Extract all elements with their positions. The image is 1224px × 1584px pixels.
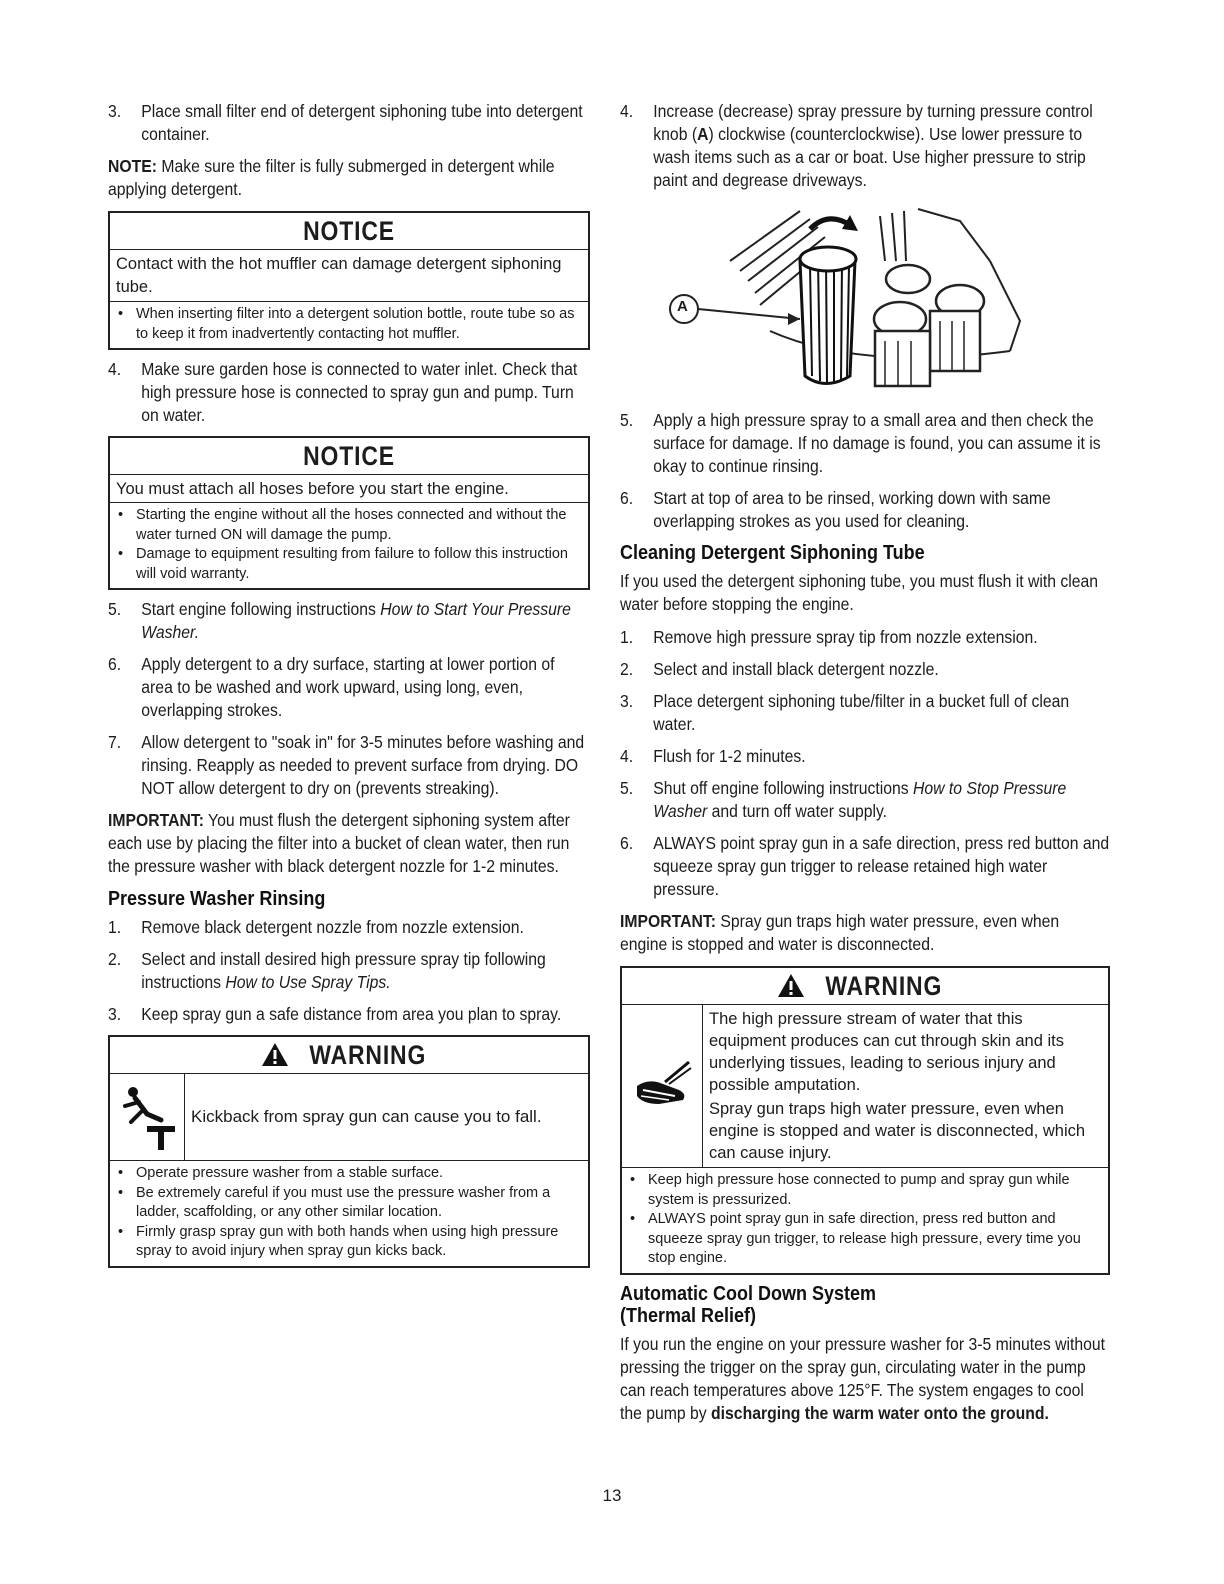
warning-box-high-pressure xyxy=(620,966,1110,1275)
cleaning-step-3 xyxy=(620,690,1110,736)
rinsing-step-1 xyxy=(108,916,590,939)
notice-bullet: • When inserting filter into a detergent solution bottle, route tube so as to keep it from inadvertently contacting hot muffler. xyxy=(116,305,582,344)
step-text: and turn off water supply. xyxy=(707,801,888,821)
warning-triangle-icon xyxy=(777,973,805,998)
pressure-knob-illustration xyxy=(660,201,1110,401)
important-label: IMPORTANT: xyxy=(108,810,204,830)
step-number: 2. xyxy=(108,949,122,969)
step-number: 5. xyxy=(108,599,122,619)
reference-title: How to Use Spray Tips. xyxy=(225,972,391,992)
injection-hazard-icon xyxy=(629,1056,695,1116)
step-number: 1. xyxy=(620,627,634,647)
step-number: 3. xyxy=(620,691,634,711)
left-column xyxy=(108,100,590,1276)
notice-box-hoses xyxy=(108,436,590,590)
rinsing-step-2 xyxy=(108,948,590,994)
warning-main-text: Kickback from spray gun can cause you to fall. xyxy=(191,1107,542,1126)
step-number: 4. xyxy=(108,359,122,379)
step-4-garden-hose xyxy=(108,358,590,427)
step-number: 6. xyxy=(620,833,634,853)
step-5-test-spray xyxy=(620,409,1110,478)
important-text: Spray gun traps high water pressure, even when engine is stopped and water is disconnected. xyxy=(620,911,1060,954)
step-number: 4. xyxy=(620,101,634,121)
rinsing-step-3 xyxy=(108,1003,590,1026)
step-text: Select and install desired high pressure spray tip following instructions xyxy=(141,949,546,992)
section-heading-cooldown: Automatic Cool Down System xyxy=(620,1282,877,1305)
reference-title: How to Start Your Pressure Washer. xyxy=(141,599,571,642)
step-text: Start at top of area to be rinsed, working down with same overlapping strokes as you used for cleaning. xyxy=(653,488,1051,531)
notice-main-text: You must attach all hoses before you start the engine. xyxy=(110,475,588,503)
step-text: Place detergent siphoning tube/filter in a bucket full of clean water. xyxy=(653,691,1070,734)
step-text: Select and install black detergent nozzle. xyxy=(653,659,939,679)
step-text: ) clockwise (counterclockwise). Use lower pressure to wash items such as a car or boat. Use higher pressure to strip paint and degrease driveways. xyxy=(653,124,1086,190)
step-text: Keep spray gun a safe distance from area you plan to spray. xyxy=(141,1004,562,1024)
step-number: 6. xyxy=(108,654,122,674)
step-text: Place small filter end of detergent siphoning tube into detergent container. xyxy=(141,101,583,144)
cleaning-intro: If you used the detergent siphoning tube, you must flush it with clean water before stopping the engine. xyxy=(620,571,1099,614)
step-5-start-engine xyxy=(108,598,590,644)
warning-bullet: • ALWAYS point spray gun in safe direction, press red button and squeeze spray gun trigger, to release high pressure, every time you stop engine. xyxy=(628,1210,1102,1269)
step-text: Remove black detergent nozzle from nozzle extension. xyxy=(141,917,524,937)
figure-callout-label: A xyxy=(677,298,688,315)
cleaning-step-4 xyxy=(620,745,1110,768)
notice-main-text: Contact with the hot muffler can damage detergent siphoning tube. xyxy=(110,250,588,302)
cooldown-paragraph xyxy=(620,1333,1110,1425)
section-heading-cleaning: Cleaning Detergent Siphoning Tube xyxy=(620,542,925,564)
right-column xyxy=(620,100,1110,1435)
step-number: 4. xyxy=(620,746,634,766)
step-text: Remove high pressure spray tip from nozzle extension. xyxy=(653,627,1038,647)
cleaning-step-1 xyxy=(620,626,1110,649)
warning-bullet: • Be extremely careful if you must use the pressure washer from a ladder, scaffolding, or any other similar location. xyxy=(116,1184,582,1223)
warning-bullet: • Firmly grasp spray gun with both hands when using high pressure spray to avoid injury when spray gun kicks back. xyxy=(116,1223,582,1262)
step-3-place-filter xyxy=(108,100,590,146)
step-text: Allow detergent to "soak in" for 3-5 minutes before washing and rinsing. Reapply as needed to prevent surface from drying. DO NOT allow detergent to dry on (prevents streaking). xyxy=(141,732,585,798)
step-text: ALWAYS point spray gun in a safe direction, press red button and squeeze spray gun trigger to release retained high water pressure. xyxy=(653,833,1110,899)
step-number: 2. xyxy=(620,659,634,679)
warning-triangle-icon xyxy=(261,1042,289,1067)
step-text: Flush for 1-2 minutes. xyxy=(653,746,806,766)
step-4-pressure-control xyxy=(620,100,1110,192)
step-number: 3. xyxy=(108,101,122,121)
warning-title: WARNING xyxy=(309,1040,427,1070)
cooldown-bold-text: discharging the warm water onto the ground. xyxy=(711,1402,1049,1423)
step-text: Make sure garden hose is connected to water inlet. Check that high pressure hose is connected to spray gun and pump. Turn on water. xyxy=(141,359,578,425)
warning-main-text: Spray gun traps high water pressure, even when engine is stopped and water is disconnected, which can cause injury. xyxy=(709,1100,1086,1162)
warning-title: WARNING xyxy=(825,971,943,1001)
warning-bullet: • Operate pressure washer from a stable surface. xyxy=(116,1164,582,1184)
notice-title: NOTICE xyxy=(303,441,395,471)
step-text: Start engine following instructions xyxy=(141,599,381,619)
step-6-apply-detergent xyxy=(108,653,590,722)
step-number: 6. xyxy=(620,488,634,508)
notice-title: NOTICE xyxy=(303,216,395,246)
section-subheading-thermal-relief: (Thermal Relief) xyxy=(620,1304,757,1327)
step-text: Apply detergent to a dry surface, starting at lower portion of area to be washed and work upward, using long, even, overlapping strokes. xyxy=(141,654,555,720)
notice-box-muffler xyxy=(108,211,590,350)
step-text: Increase (decrease) spray pressure by turning pressure control knob ( xyxy=(653,101,1093,144)
warning-bullet: • Keep high pressure hose connected to pump and spray gun while system is pressurized. xyxy=(628,1171,1102,1210)
note-label: NOTE: xyxy=(108,156,158,176)
step-6-start-top xyxy=(620,487,1110,533)
knob-callout-letter: A xyxy=(697,124,709,144)
step-number: 5. xyxy=(620,410,634,430)
warning-main-text: The high pressure stream of water that this equipment produces can cut through skin and its underlying tissues, leading to serious injury and possible amputation. xyxy=(709,1010,1064,1094)
warning-box-kickback xyxy=(108,1035,590,1268)
step-number: 5. xyxy=(620,778,634,798)
cleaning-step-2 xyxy=(620,658,1110,681)
cleaning-step-5 xyxy=(620,777,1110,823)
step-7-soak xyxy=(108,731,590,800)
important-paragraph xyxy=(620,910,1110,956)
section-heading-rinsing: Pressure Washer Rinsing xyxy=(108,888,326,910)
fall-hazard-icon xyxy=(117,1082,177,1152)
notice-bullet: • Damage to equipment resulting from failure to follow this instruction will void warranty. xyxy=(116,545,582,584)
step-number: 7. xyxy=(108,732,122,752)
cleaning-step-6 xyxy=(620,832,1110,901)
note-paragraph xyxy=(108,155,590,201)
notice-bullet: • Starting the engine without all the hoses connected and without the water turned ON will damage the pump. xyxy=(116,506,582,545)
important-label: IMPORTANT: xyxy=(620,911,716,931)
pump-knob-figure xyxy=(660,201,1040,401)
step-number: 1. xyxy=(108,917,122,937)
step-text: Apply a high pressure spray to a small area and then check the surface for damage. If no damage is found, you can assume it is okay to continue rinsing. xyxy=(653,410,1101,476)
important-text: You must flush the detergent siphoning system after each use by placing the filter into a bucket of clean water, then run the pressure washer with black detergent nozzle for 1-2 minutes. xyxy=(108,810,570,876)
step-number: 3. xyxy=(108,1004,122,1024)
cooldown-text: If you run the engine on your pressure washer for 3-5 minutes without pressing the trigger on the spray gun, circulating water in the pump can reach temperatures above 125°F. The system engages to cool the pump by xyxy=(620,1333,1106,1423)
page-number: 13 xyxy=(602,1486,622,1505)
reference-title: How to Stop Pressure Washer xyxy=(653,778,1067,821)
step-text: Shut off engine following instructions xyxy=(653,778,914,798)
note-text: Make sure the filter is fully submerged in detergent while applying detergent. xyxy=(108,156,555,199)
important-paragraph xyxy=(108,809,590,878)
